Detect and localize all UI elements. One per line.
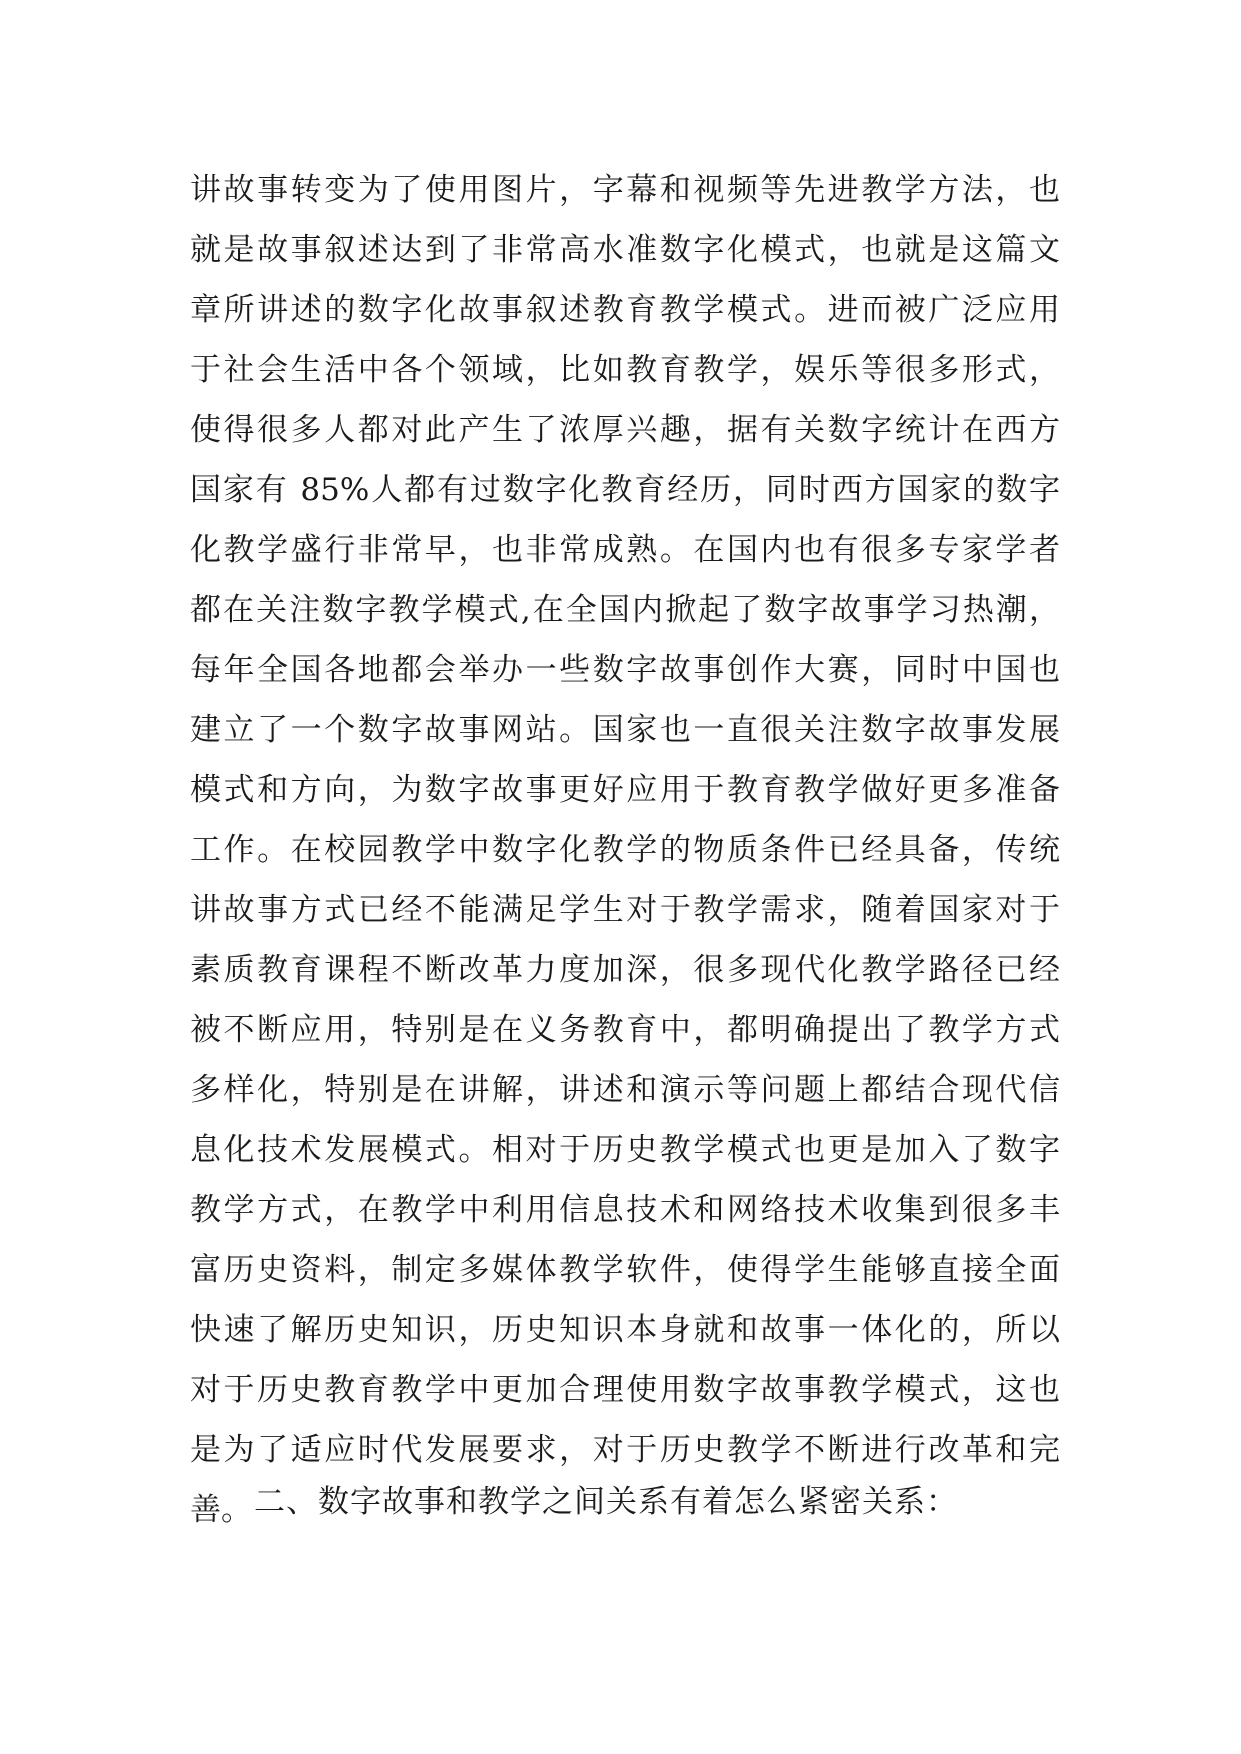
- paragraph-line: 都在关注数字教学模式,在全国内掀起了数字故事学习热潮，: [190, 592, 1060, 628]
- paragraph-line: 建立了一个数字故事网站。国家也一直很关注数字故事发展: [190, 712, 1060, 748]
- paragraph-line: 国家有 85%人都有过数字化教育经历，同时西方国家的数字: [190, 472, 1060, 508]
- paragraph-line: 善。: [190, 1492, 252, 1528]
- paragraph-line: 化教学盛行非常早，也非常成熟。在国内也有很多专家学者: [190, 532, 1060, 568]
- paragraph-line: 被不断应用，特别是在义务教育中，都明确提出了教学方式: [190, 1012, 1060, 1048]
- paragraph-line: 息化技术发展模式。相对于历史教学模式也更是加入了数字: [190, 1132, 1060, 1168]
- paragraph-line: 模式和方向，为数字故事更好应用于教育教学做好更多准备: [190, 772, 1060, 808]
- paragraph-line: 章所讲述的数字化故事叙述教育教学模式。进而被广泛应用: [190, 292, 1060, 328]
- paragraph-line: 使得很多人都对此产生了浓厚兴趣，据有关数字统计在西方: [190, 412, 1060, 448]
- paragraph-line: 多样化，特别是在讲解，讲述和演示等问题上都结合现代信: [190, 1072, 1060, 1108]
- paragraph-line: 每年全国各地都会举办一些数字故事创作大赛，同时中国也: [190, 652, 1060, 688]
- paragraph-line: 讲故事方式已经不能满足学生对于教学需求，随着国家对于: [190, 892, 1060, 928]
- paragraph-line: 教学方式，在教学中利用信息技术和网络技术收集到很多丰: [190, 1192, 1060, 1228]
- paragraph-line: 素质教育课程不断改革力度加深，很多现代化教学路径已经: [190, 952, 1060, 988]
- paragraph-line: 快速了解历史知识，历史知识本身就和故事一体化的，所以: [190, 1312, 1060, 1348]
- paragraph-line: 工作。在校园教学中数字化教学的物质条件已经具备，传统: [190, 832, 1060, 868]
- paragraph-line: 讲故事转变为了使用图片，字幕和视频等先进教学方法，也: [190, 172, 1060, 208]
- paragraph-line: 就是故事叙述达到了非常高水准数字化模式，也就是这篇文: [190, 232, 1060, 268]
- section-heading: 二、数字故事和教学之间关系有着怎么紧密关系：: [254, 1484, 958, 1520]
- paragraph-line: 对于历史教育教学中更加合理使用数字故事教学模式，这也: [190, 1372, 1060, 1408]
- paragraph-line: 富历史资料，制定多媒体教学软件，使得学生能够直接全面: [190, 1252, 1060, 1288]
- body-paragraph: [190, 160, 1060, 1540]
- paragraph-line: 于社会生活中各个领域，比如教育教学，娱乐等很多形式，: [190, 352, 1060, 388]
- paragraph-line: 是为了适应时代发展要求，对于历史教学不断进行改革和完: [190, 1432, 1060, 1468]
